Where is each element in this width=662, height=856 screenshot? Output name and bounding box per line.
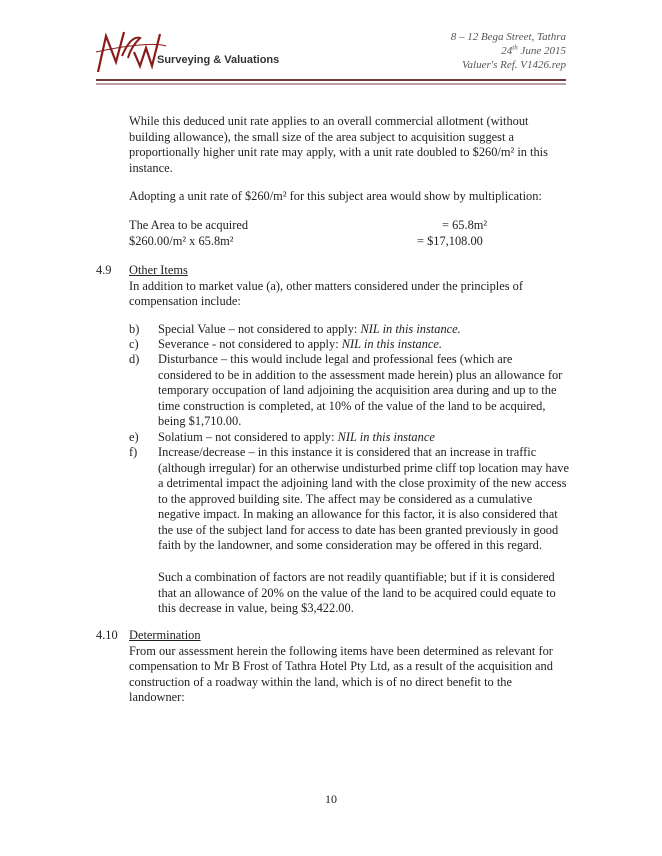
section-title: Determination — [129, 628, 201, 642]
page-number: 10 — [325, 792, 337, 806]
paragraph-unit-rate: While this deduced unit rate applies to an overall commercial allotment (without building allowance), the small size of the area subject to acquisition suggest a proportionally higher unit rate may apply, with a unit rate doubled to $260/m² in this instance. — [129, 114, 548, 175]
paragraph-adopting-rate: Adopting a unit rate of $260/m² for this subject area would show by multiplication: — [129, 189, 542, 203]
paragraph-combination: Such a combination of factors are not readily quantifiable; but if it is considered that an allowance of 20% on the value of the land to be acquired could equate to this decrease in value, being $3,422.00. — [158, 570, 556, 615]
section-determination — [129, 628, 569, 706]
page-header — [0, 0, 662, 88]
section-intro: In addition to market value (a), other matters considered under the principles of compensation include: — [129, 278, 523, 308]
section-other-items — [129, 263, 569, 310]
section-title: Other Items — [129, 263, 188, 277]
header-rule-secondary — [96, 83, 566, 85]
header-date: 24th June 2015 — [501, 43, 566, 57]
section-number: 4.9 — [96, 263, 112, 277]
section-number: 4.10 — [96, 628, 118, 642]
company-logo — [94, 22, 284, 74]
header-rule — [96, 79, 566, 81]
header-details — [451, 30, 566, 72]
header-reference: Valuer's Ref. V1426.rep — [462, 59, 566, 71]
section-text: From our assessment herein the following items have been determined as relevant for compensation to Mr B Frost of Tathra Hotel Pty Ltd, as a result of the acquisition and construction of a roadway within the land, which is of no direct benefit to the landowner: — [129, 643, 553, 704]
logo-text: Surveying & Valuations — [157, 54, 280, 66]
header-address: 8 – 12 Bega Street, Tathra — [450, 31, 566, 43]
